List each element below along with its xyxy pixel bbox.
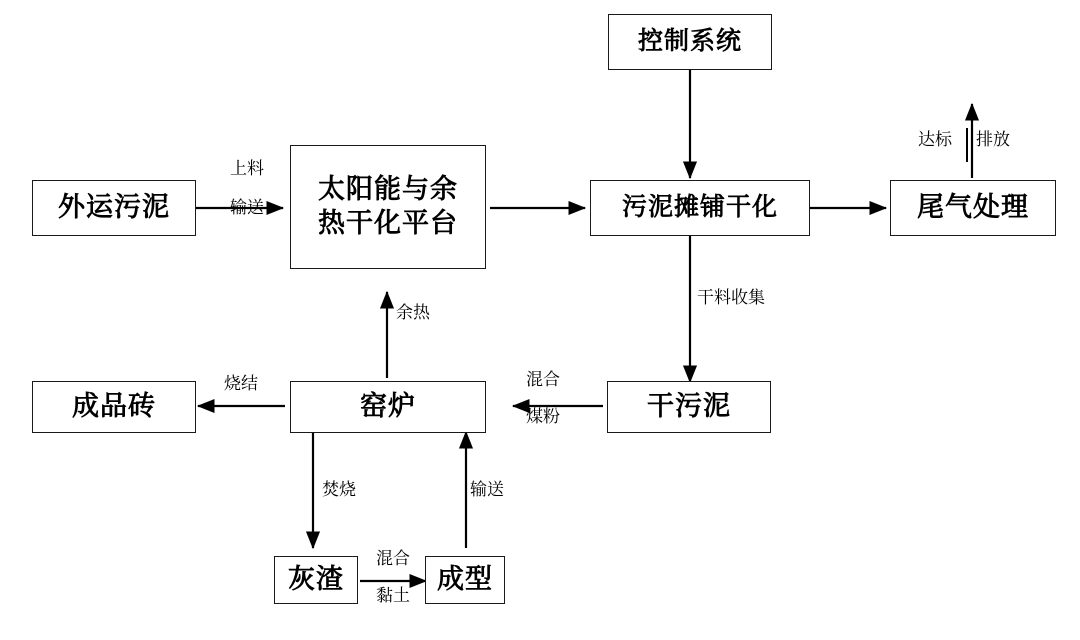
edge-label-incineration: 焚烧 [322, 480, 356, 499]
node-dry-sludge[interactable] [607, 381, 771, 433]
edge-label-standard: 达标 [918, 130, 952, 149]
discharge-divider [966, 128, 968, 162]
edge-label-mix2: 混合 [376, 549, 410, 568]
node-forming[interactable] [425, 556, 505, 604]
node-ash-slag[interactable] [274, 556, 358, 604]
node-label: 成品砖 [72, 391, 156, 422]
node-finished-brick[interactable] [32, 381, 196, 433]
node-label: 窑炉 [360, 391, 416, 422]
node-label: 污泥摊铺干化 [621, 194, 778, 222]
node-control-system[interactable] [608, 14, 772, 70]
edge-label-conveying: 输送 [470, 480, 504, 499]
edge-label-sintering: 烧结 [224, 374, 258, 393]
edge-label-coal-powder: 煤粉 [526, 407, 560, 427]
node-tail-gas-treatment[interactable] [890, 180, 1056, 236]
node-external-sludge[interactable] [32, 180, 196, 236]
edge-label-feeding-bottom: 输送 [230, 198, 264, 218]
edge-label-mix: 混合 [526, 370, 560, 389]
node-label: 外运污泥 [58, 192, 170, 223]
edge-label-feeding [219, 158, 275, 219]
node-solar-drying-platform[interactable] [290, 145, 486, 269]
edge-label-feeding-top: 上料 [230, 159, 264, 178]
node-label-line2: 热干化平台 [318, 208, 458, 238]
edge-label-clay-mixing [366, 548, 420, 607]
node-sludge-spreading-drying[interactable] [590, 180, 810, 236]
node-label: 成型 [437, 564, 493, 595]
edge-label-discharge: 排放 [976, 130, 1010, 149]
edge-label-clay: 黏土 [376, 586, 410, 606]
node-label: 控制系统 [637, 28, 742, 56]
node-label: 灰渣 [288, 564, 344, 595]
node-label: 尾气处理 [917, 192, 1029, 223]
node-label: 干污泥 [647, 391, 731, 422]
edge-label-coal-mixing [518, 369, 568, 428]
edge-label-waste-heat: 余热 [396, 303, 430, 322]
edge-label-dry-collection: 干料收集 [697, 288, 765, 307]
node-kiln[interactable] [290, 381, 486, 433]
node-label-line1: 太阳能与余 [318, 174, 458, 205]
